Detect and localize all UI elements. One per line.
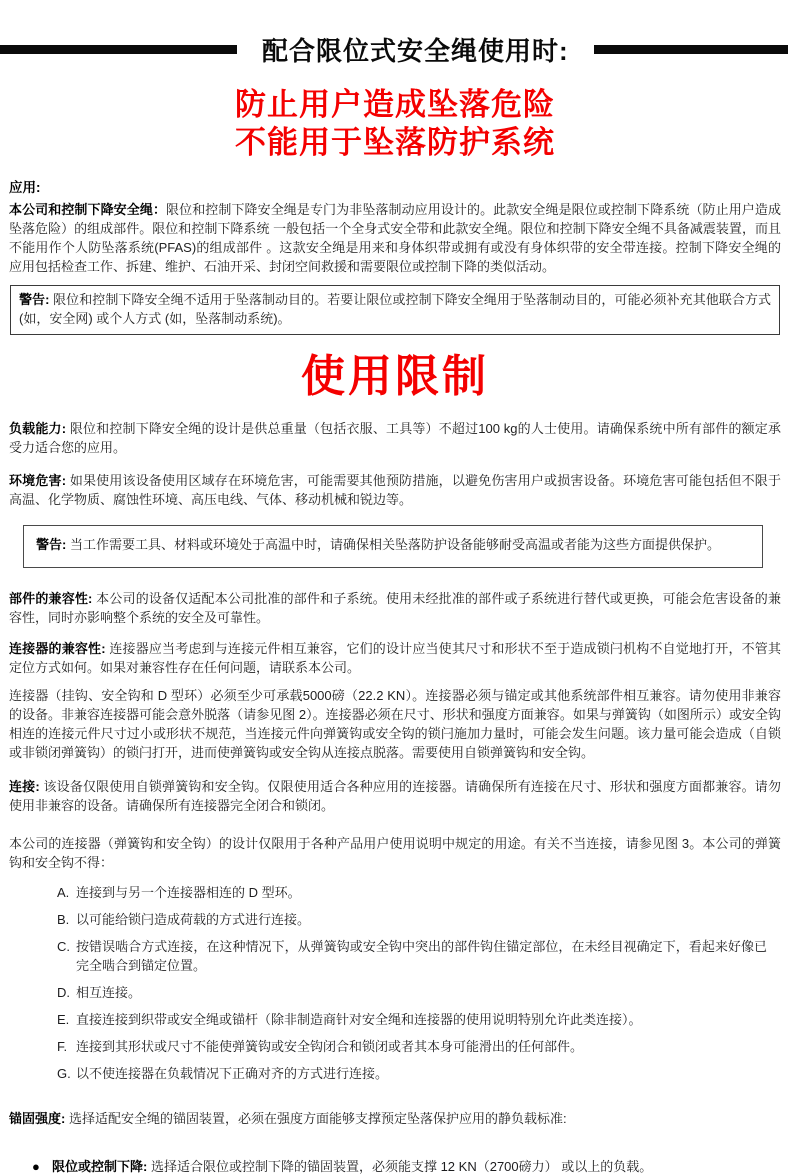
parts-compatibility-label: 部件的兼容性: bbox=[9, 591, 93, 606]
anchorage-bullet-item bbox=[9, 1157, 781, 1176]
connector-strength-paragraph: 连接器（挂钩、安全钩和 D 型环）必须至少可承载5000磅（22.2 KN）。连接器必须与锚定或其他系统部件相互兼容。请勿使用非兼容的设备。非兼容连接器可能会意外脱落（请参见图 2）。连接器必须在尺寸、形状和强度方面兼容。如果与弹簧钩（如图所示）或安全钩相连的连接元件尺寸过小或形状不规范，当连接元件向弹簧钩或安全钩的锁闩施加力量时，可能会发生问题。该力量可能会造成（自锁或非锁闭弹簧钩）的锁闩打开，进而使弹簧钩或安全钩从连接点脱落。需要使用自锁弹簧钩和安全钩。 bbox=[9, 688, 781, 760]
making-connections-label: 连接: bbox=[9, 779, 40, 794]
list-item-text: 连接到与另一个连接器相连的 D 型环。 bbox=[76, 885, 301, 900]
environment-paragraph bbox=[9, 471, 781, 509]
warning-box-1-label: 警告: bbox=[19, 292, 50, 307]
warning-box-1-text: 限位和控制下降安全绳不适用于坠落制动目的。若要让限位或控制下降安全绳用于坠落制动目的，可能必须补充其他联合方式 (如，安全网) 或个人方式 (如，坠落制动系统)。 bbox=[19, 292, 771, 326]
usage-limits-title: 使用限制 bbox=[301, 352, 489, 401]
anchorage-strength-label: 锚固强度: bbox=[9, 1111, 66, 1126]
load-capacity-label: 负载能力: bbox=[9, 421, 67, 436]
application-text: 限位和控制下降安全绳是专门为非坠落制动应用设计的。此款安全绳是限位或控制下降系统（防止用户造成坠落危险）的组成部件。限位和控制下降系统 一般包括一个全身式安全带和此款安全绳。限位和控制下降安全绳不具备减震装置，而且不能用作个人防坠落系统(PFAS)的组成部件 。这款安全绳是用来和身体织带或拥有或没有身体织带的安全带连接。控制下降安全绳的应用包括检查工作、拆建、维护、石油开采、封闭空间救援和需要限位或控制下降的类似活动。 bbox=[9, 202, 781, 274]
list-item bbox=[57, 983, 767, 1002]
list-item bbox=[57, 1037, 767, 1056]
anchorage-strength-text: 选择适配安全绳的锚固装置，必须在强度方面能够支撑预定坠落保护应用的静负载标准: bbox=[68, 1111, 567, 1126]
warning-banner-line2: 不能用于坠落防护系统 bbox=[235, 125, 555, 160]
warning-box-1-paragraph bbox=[19, 290, 771, 328]
making-connections-paragraph bbox=[9, 777, 781, 815]
environment-text: 如果使用该设备使用区域存在环境危害，可能需要其他预防措施，以避免伤害用户或损害设备。环境危害可能包括但不限于高温、化学物质、腐蚀性环境、高压电线、气体、移动机械和锐边等。 bbox=[9, 473, 781, 507]
application-paragraph bbox=[9, 200, 781, 276]
anchorage-bullet-label: 限位或控制下降: bbox=[52, 1159, 148, 1174]
header bbox=[0, 0, 790, 68]
list-item-text: 以不使连接器在负载情况下正确对齐的方式进行连接。 bbox=[76, 1066, 389, 1081]
anchorage-strength-paragraph bbox=[9, 1109, 781, 1128]
header-rule-left bbox=[0, 45, 237, 54]
connector-rules-intro: 本公司的连接器（弹簧钩和安全钩）的设计仅限用于各种产品用户使用说明中规定的用途。有关不当连接，请参见图 3。本公司的弹簧钩和安全钩不得： bbox=[9, 836, 781, 870]
list-item-letter: C. bbox=[57, 939, 70, 954]
load-capacity-paragraph bbox=[9, 419, 781, 457]
connector-compatibility-paragraph bbox=[9, 639, 781, 677]
list-item-text: 连接到其形状或尺寸不能使弹簧钩或安全钩闭合和锁闭或者其本身可能滑出的任何部件。 bbox=[76, 1039, 584, 1054]
parts-compatibility-text: 本公司的设备仅适配本公司批准的部件和子系统。使用未经批准的部件或子系统进行替代或更换，可能会危害设备的兼容性，同时亦影响整个系统的安全及可靠性。 bbox=[9, 591, 781, 625]
load-capacity-text: 限位和控制下降安全绳的设计是供总重量（包括衣服、工具等）不超过100 kg的人士使用。请确保系统中所有部件的额定承受力适合您的应用。 bbox=[9, 421, 781, 455]
connector-compatibility-text: 连接器应当考虑到与连接元件相互兼容，它们的设计应当使其尺寸和形状不至于造成锁闩机构不自觉地打开，不管其定位方式如何。如果对兼容性存在任何问题，请联系本公司。 bbox=[9, 641, 781, 675]
connector-compatibility-label: 连接器的兼容性: bbox=[9, 641, 106, 656]
warning-box-2-text: 当工作需要工具、材料或环境处于高温中时，请确保相关坠落防护设备能够耐受高温或者能为这些方面提供保护。 bbox=[69, 537, 720, 552]
list-item bbox=[57, 937, 767, 975]
making-connections-text: 该设备仅限使用自锁弹簧钩和安全钩。仅限使用适合各种应用的连接器。请确保所有连接在尺寸、形状和强度方面都兼容。请勿使用非兼容的设备。请确保所有连接器完全闭合和锁闭。 bbox=[9, 779, 781, 813]
document-body bbox=[0, 176, 790, 1176]
list-item-letter: A. bbox=[57, 885, 70, 900]
page-title: 配合限位式安全绳使用时: bbox=[262, 36, 569, 66]
header-rule-right bbox=[594, 45, 788, 54]
list-item-letter: G. bbox=[57, 1066, 71, 1081]
connector-rules-list bbox=[9, 883, 781, 1083]
list-item bbox=[57, 883, 767, 902]
list-item-text: 直接连接到织带或安全绳或锚杆（除非制造商针对安全绳和连接器的使用说明特别允许此类连接）。 bbox=[76, 1012, 642, 1027]
list-item-letter: E. bbox=[57, 1012, 70, 1027]
application-label: 本公司和控制下降安全绳： bbox=[9, 202, 167, 217]
list-item bbox=[57, 1010, 767, 1029]
list-item-text: 按错误啮合方式连接，在这种情况下，从弹簧钩或安全钩中突出的部件钩住锚定部位，在未经目视确定下，看起来好像已完全啮合到锚定位置。 bbox=[76, 939, 767, 973]
list-item bbox=[57, 910, 767, 929]
parts-compatibility-paragraph bbox=[9, 589, 781, 627]
list-item-letter: B. bbox=[57, 912, 70, 927]
application-heading: 应用: bbox=[9, 180, 41, 195]
warning-box-2-label: 警告: bbox=[36, 537, 67, 552]
list-item-text: 相互连接。 bbox=[76, 985, 142, 1000]
anchorage-bullet-text: 选择适合限位或控制下降的锚固装置，必须能支撑 12 KN（2700磅力） 或以上的负载。 bbox=[150, 1159, 653, 1174]
list-item-letter: F. bbox=[57, 1039, 68, 1054]
warning-box-2 bbox=[23, 525, 763, 568]
list-item-letter: D. bbox=[57, 985, 70, 1000]
warning-banner bbox=[0, 86, 790, 162]
environment-label: 环境危害: bbox=[9, 473, 67, 488]
list-item-text: 以可能给锁闩造成荷载的方式进行连接。 bbox=[76, 912, 311, 927]
anchorage-bullet-paragraph bbox=[52, 1157, 769, 1176]
warning-box-1 bbox=[10, 285, 780, 335]
bullet-icon: ● bbox=[32, 1159, 40, 1174]
warning-box-2-paragraph bbox=[36, 535, 750, 554]
list-item bbox=[57, 1064, 767, 1083]
warning-banner-line1: 防止用户造成坠落危险 bbox=[235, 87, 555, 122]
